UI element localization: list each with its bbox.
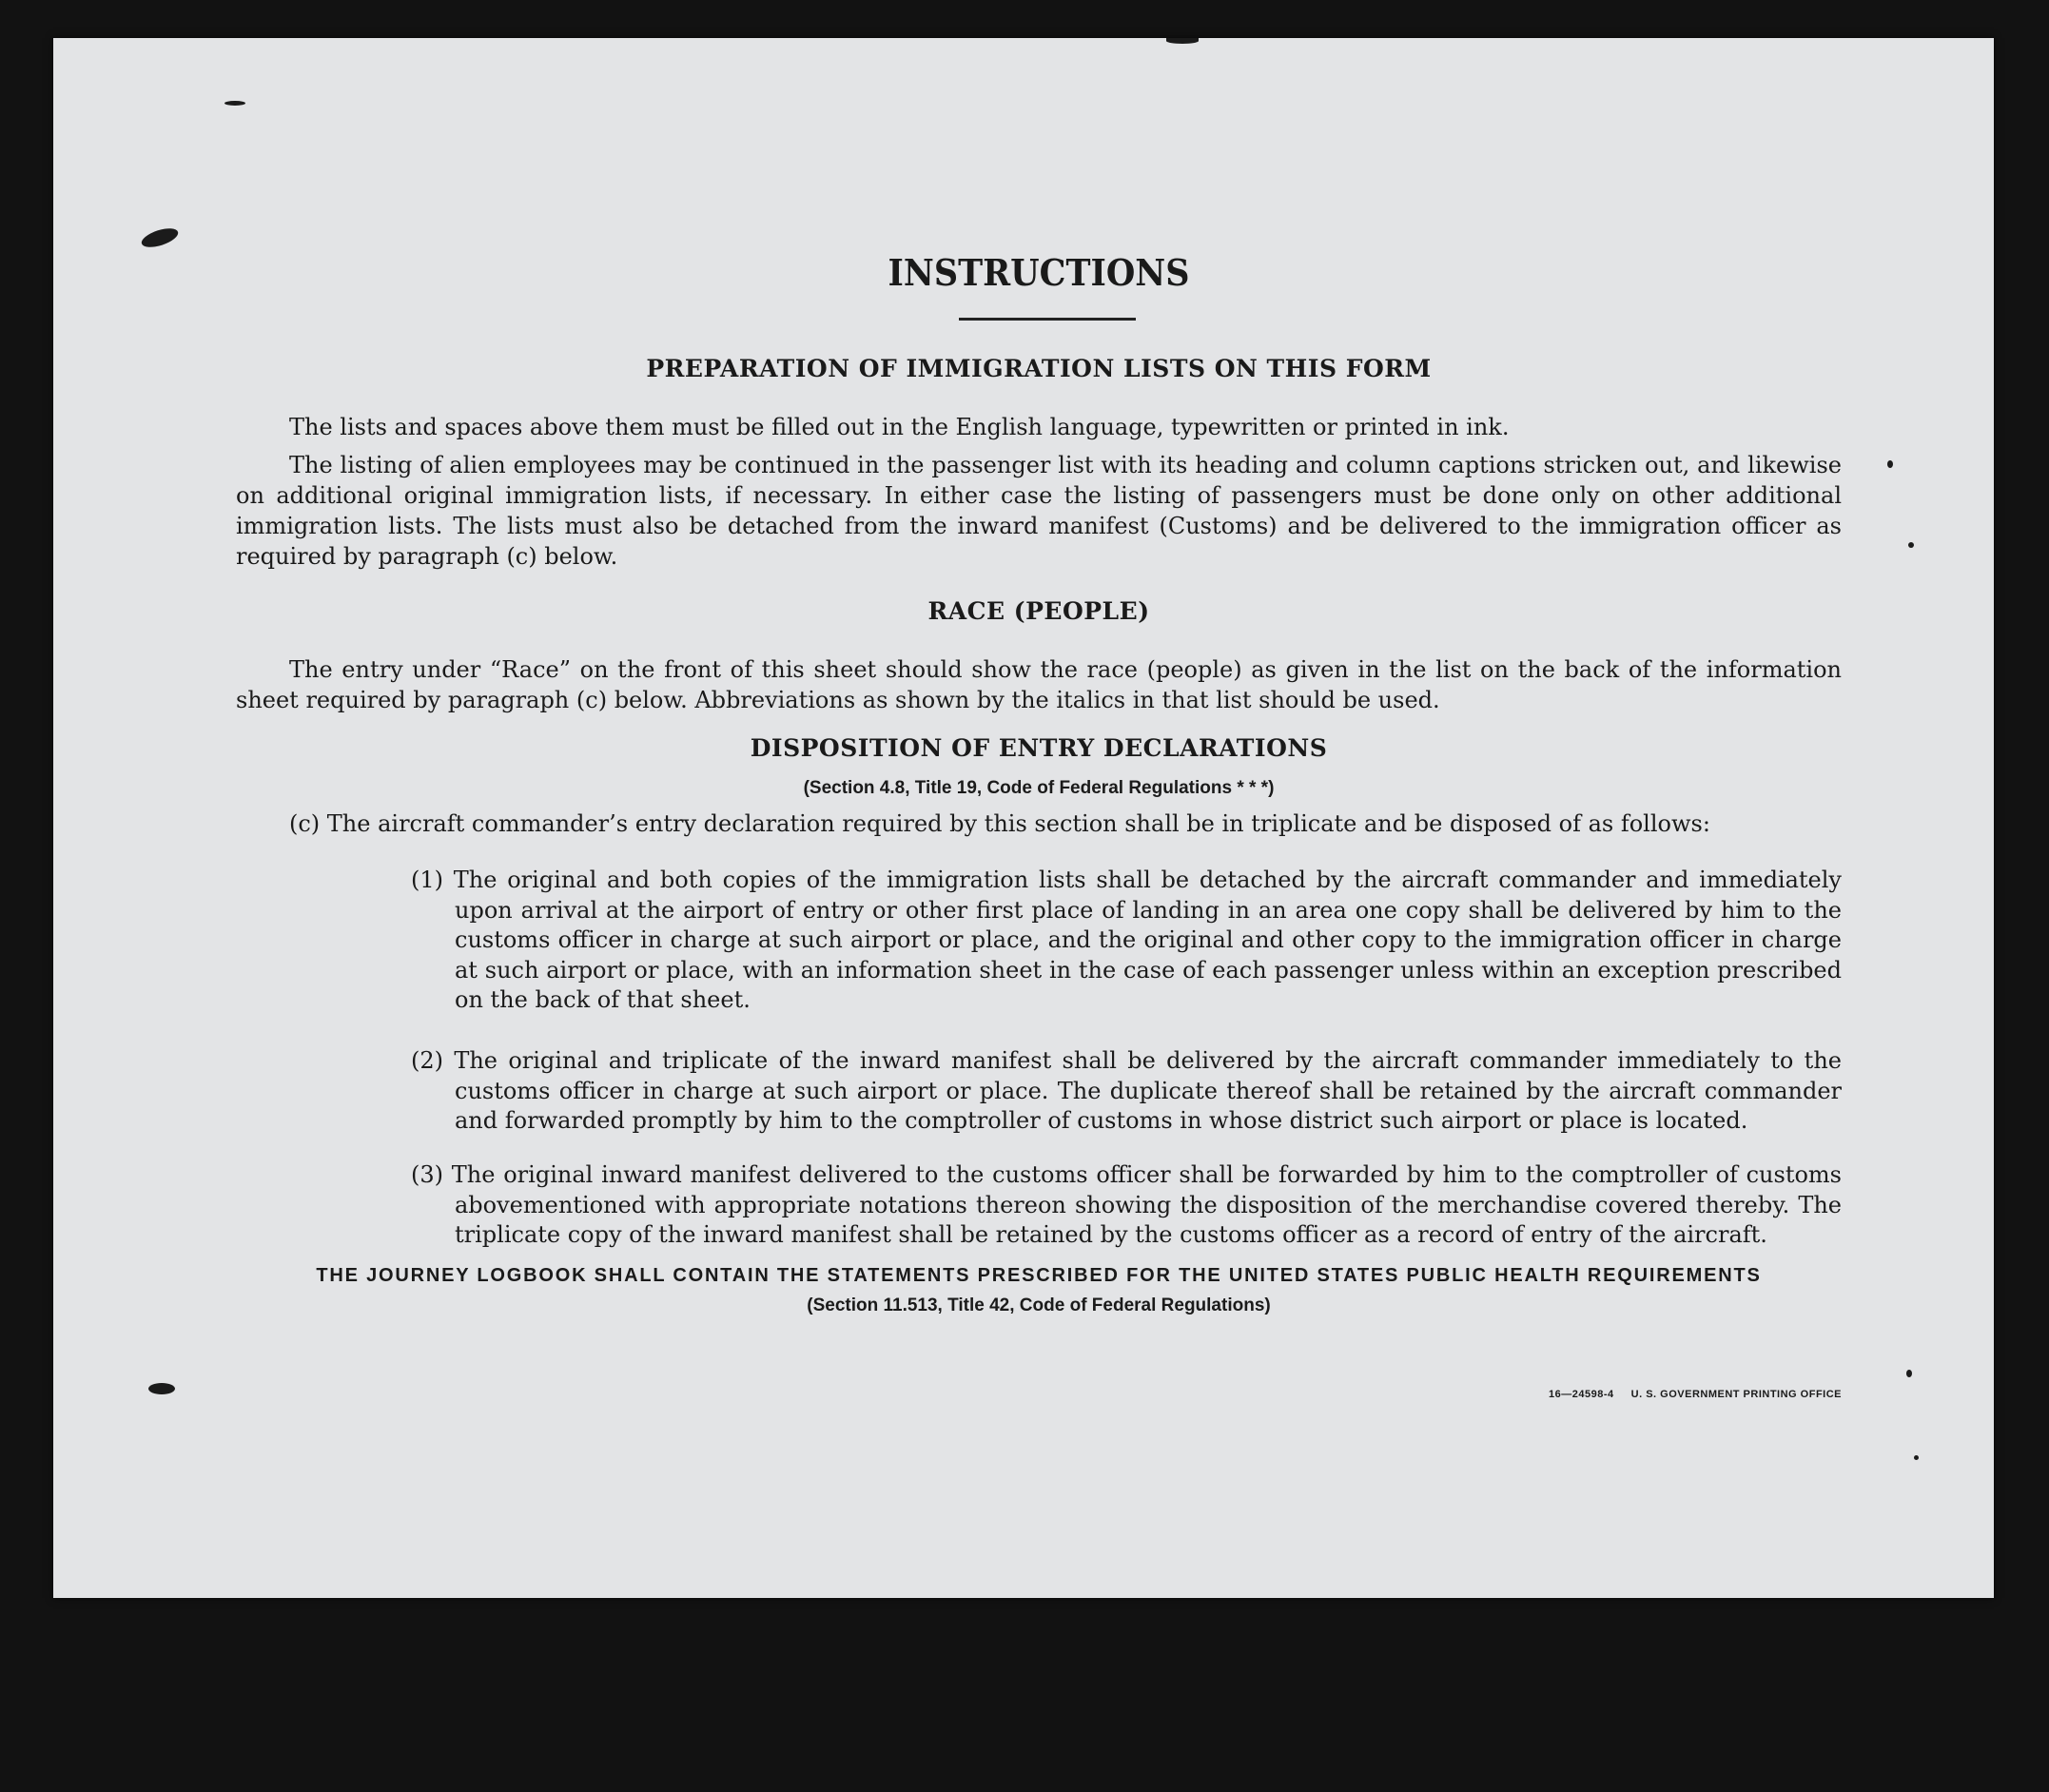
document-page xyxy=(53,38,1994,1598)
list-item xyxy=(386,1046,1842,1137)
list-item-number: (2) xyxy=(411,1047,443,1074)
printer-imprint xyxy=(1549,1389,1842,1400)
section-citation: (Section 4.8, Title 19, Code of Federal Regulations * * *) xyxy=(803,778,1275,798)
ink-speck xyxy=(1906,1370,1912,1377)
ink-speck xyxy=(1166,38,1199,44)
list-item-text: The original inward manifest delivered to the customs officer shall be forwarded by him to the comptroller of customs abovementioned with appropriate notations thereon showing the disposition of the merchandise covered thereby. The triplicate copy of the inward manifest shall be retained by the customs officer as a record of entry of the aircraft. xyxy=(451,1161,1842,1248)
ink-speck xyxy=(148,1383,175,1394)
public-health-statement: THE JOURNEY LOGBOOK SHALL CONTAIN THE STATEMENTS PRESCRIBED FOR THE UNITED STATES PUBLIC HEALTH REQUIREMENTS xyxy=(316,1265,1762,1286)
paragraph-lead-c: (c) The aircraft commander’s entry declaration required by this section shall be in triplicate and be disposed of as follows: xyxy=(289,810,1710,837)
section-heading-preparation: PREPARATION OF IMMIGRATION LISTS ON THIS FORM xyxy=(646,355,1432,382)
paragraph-alien-employees: The listing of alien employees may be continued in the passenger list with its heading and column captions stricken out, and likewise on additional original immigration lists, if necessary. In either case the listing of passengers must be done only on other additional immigration lists. The lists must also be detached from the inward manifest (Customs) and be delivered to the immigration officer as required by paragraph (c) below. xyxy=(236,452,1842,570)
ink-speck xyxy=(1914,1455,1919,1460)
ink-speck xyxy=(1908,542,1914,548)
list-item-text: The original and triplicate of the inward manifest shall be delivered by the aircraft commander immediately to the customs officer in charge at such airport or place. The duplicate thereof shall be retained by the aircraft commander and forwarded promptly by him to the comptroller of customs in whose district such airport or place is located. xyxy=(454,1047,1842,1134)
section-heading-race: RACE (PEOPLE) xyxy=(927,597,1150,625)
ink-speck xyxy=(140,224,181,251)
list-item-text: The original and both copies of the immigration lists shall be detached by the aircraft commander and immediately upon arrival at the airport of entry or other first place of landing in an area one copy shall be delivered by him to the customs officer in charge at such airport or place, and the original and other copy to the immigration officer in charge at such airport or place, with an information sheet in the case of each passenger unless within an exception prescribed on the back of that sheet. xyxy=(453,867,1842,1013)
paragraph-race-entry: The entry under “Race” on the front of this sheet should show the race (people) as given in the list on the back of the information sheet required by paragraph (c) below. Abbreviations as shown by the italics in that list should be used. xyxy=(236,656,1842,713)
printer-name: U. S. GOVERNMENT PRINTING OFFICE xyxy=(1630,1389,1842,1400)
form-number: 16—24598-4 xyxy=(1549,1389,1614,1400)
ink-speck xyxy=(224,101,245,106)
page-title: INSTRUCTIONS xyxy=(888,251,1190,294)
list-item xyxy=(386,866,1842,1016)
list-item xyxy=(386,1160,1842,1251)
list-item-number: (1) xyxy=(411,867,443,893)
paragraph-english-language: The lists and spaces above them must be filled out in the English language, typewritten or printed in ink. xyxy=(289,414,1510,440)
section-heading-disposition: DISPOSITION OF ENTRY DECLARATIONS xyxy=(750,734,1328,762)
ink-speck xyxy=(1887,460,1893,468)
list-item-number: (3) xyxy=(411,1161,443,1188)
title-underline xyxy=(959,318,1136,321)
public-health-citation: (Section 11.513, Title 42, Code of Federal Regulations) xyxy=(807,1295,1271,1315)
